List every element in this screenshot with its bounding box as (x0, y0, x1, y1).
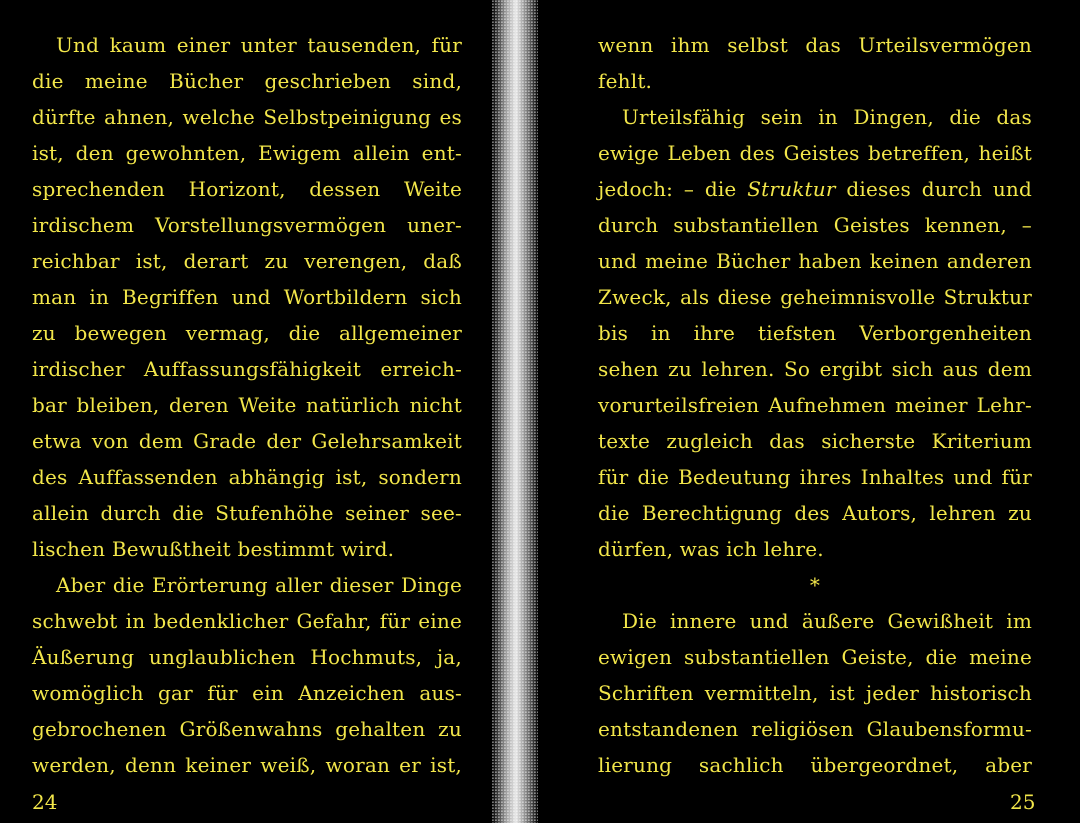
text-line: Zweck, als diese geheimnisvolle Struktur (598, 285, 1032, 309)
text-line: Schriften vermitteln, ist jeder historisch (598, 681, 1032, 705)
text-line: die Berechtigung des Autors, lehren zu (598, 501, 1032, 525)
text-line: irdischem Vorstellungsvermögen uner- (32, 213, 462, 237)
text-line: lischen Bewußtheit bestimmt wird. (32, 537, 395, 561)
text-line: etwa von dem Grade der Gelehrsamkeit (32, 429, 462, 453)
text-line: bar bleiben, deren Weite natürlich nicht (32, 393, 462, 417)
text-line: sehen zu lehren. So ergibt sich aus dem (598, 357, 1032, 381)
page-number: 24 (32, 790, 58, 814)
text-fragment: dieses durch und (835, 177, 1033, 201)
text-line: lierung sachlich übergeordnet, aber (598, 753, 1032, 777)
text-line: werden, denn keiner weiß, woran er ist, (32, 753, 462, 777)
text-line: wenn ihm selbst das Urteilsvermögen (598, 33, 1032, 57)
text-line: fehlt. (598, 69, 653, 93)
text-line: allein durch die Stufenhöhe seiner see- (32, 501, 462, 525)
text-line: zu bewegen vermag, die allgemeiner (32, 321, 462, 345)
text-line: schwebt in bedenklicher Gefahr, für eine (32, 609, 462, 633)
text-line: ewigen substantiellen Geiste, die meine (598, 645, 1032, 669)
emphasized-word: Struktur (747, 177, 836, 201)
text-line: texte zugleich das sicherste Kriterium (598, 429, 1032, 453)
text-line: womöglich gar für ein Anzeichen aus- (32, 681, 462, 705)
text-line: Äußerung unglaublichen Hochmuts, ja, (32, 645, 462, 669)
text-line: durch substantiellen Geistes kennen, – (598, 213, 1032, 237)
text-line: Und kaum einer unter tausenden, für (56, 33, 462, 57)
text-line: reichbar ist, derart zu verengen, daß (32, 249, 462, 273)
text-line: man in Begriffen und Wortbildern sich (32, 285, 462, 309)
text-line: dürfte ahnen, welche Selbstpeinigung es (32, 105, 462, 129)
book-gutter (492, 0, 538, 823)
page-number: 25 (1010, 790, 1036, 814)
text-line: und meine Bücher haben keinen anderen (598, 249, 1032, 273)
text-line: ist, den gewohnten, Ewigem allein ent- (32, 141, 462, 165)
text-line (598, 171, 1032, 207)
text-line: gebrochenen Größenwahns gehalten zu (32, 717, 462, 741)
section-separator: * (809, 573, 821, 597)
text-line: dürfen, was ich lehre. (598, 537, 824, 561)
text-line: die meine Bücher geschrieben sind, (32, 69, 462, 93)
text-line: ewige Leben des Geistes betreffen, heißt (598, 141, 1032, 165)
text-line: entstandenen religiösen Glaubensformu- (598, 717, 1032, 741)
left-page-text (32, 27, 462, 783)
text-line: des Auffassenden abhängig ist, sondern (32, 465, 462, 489)
text-line: bis in ihre tiefsten Verborgenheiten (598, 321, 1032, 345)
right-page-text (598, 27, 1032, 783)
text-line: vorurteilsfreien Aufnehmen meiner Lehr- (598, 393, 1032, 417)
text-line: Aber die Erörterung aller dieser Dinge (56, 573, 462, 597)
right-page (538, 0, 1080, 823)
text-fragment: jedoch: – die (598, 177, 748, 201)
text-line: Urteilsfähig sein in Dingen, die das (622, 105, 1032, 129)
text-line: irdischer Auffassungsfähigkeit erreich- (32, 357, 462, 381)
text-line: sprechenden Horizont, dessen Weite (32, 177, 462, 201)
text-line: für die Bedeutung ihres Inhaltes und für (598, 465, 1032, 489)
text-line: Die innere und äußere Gewißheit im (622, 609, 1032, 633)
left-page (0, 0, 492, 823)
